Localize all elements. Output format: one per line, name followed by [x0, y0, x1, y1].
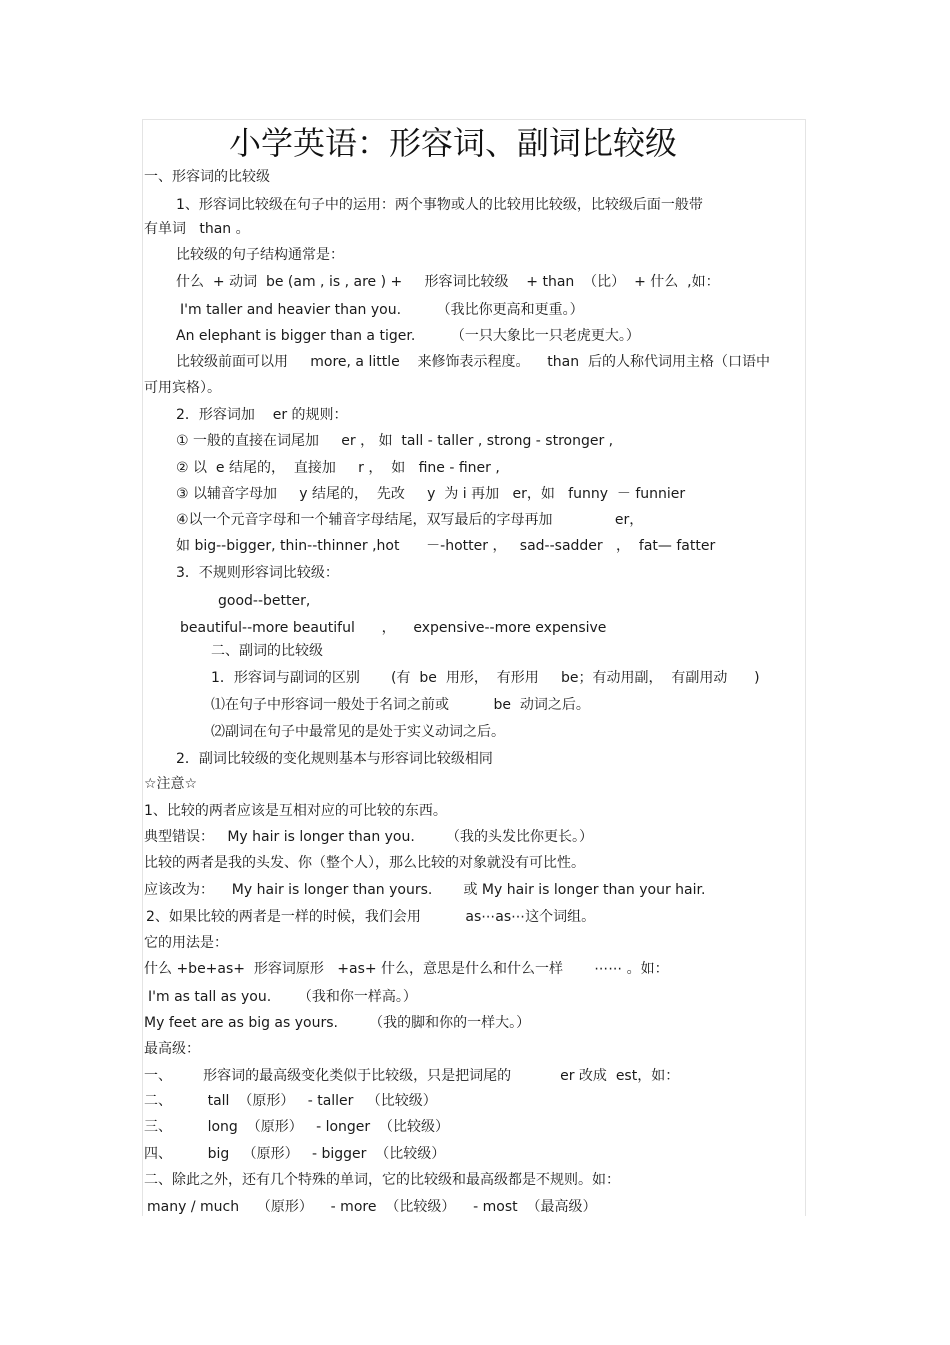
text-line: 1、比较的两者应该是互相对应的可比较的东西。	[144, 803, 447, 819]
text-line: 2．形容词加 er 的规则：	[176, 407, 348, 423]
text-line: ③ 以辅音字母加 y 结尾的， 先改 y 为 i 再加 er，如 funny － funnier	[176, 486, 686, 502]
text-line: 可用宾格）。	[144, 380, 221, 396]
text-line: ② 以 e 结尾的， 直接加 r ， 如 fine - finer ,	[176, 460, 500, 476]
text-line: 什么 + 动词 be (am , is , are ) + 形容词比较级 + than （比） + 什么 ,如：	[176, 274, 720, 290]
text-line: 比较的两者是我的头发、你（整个人），那么比较的对象就没有可比性。	[144, 855, 585, 871]
text-line: 如 big--bigger, thin--thinner ,hot －-hotter ， sad--sadder ， fat— fatter	[176, 538, 716, 554]
text-line: ④以一个元音字母和一个辅音字母结尾，双写最后的字母再加 er，	[176, 512, 644, 528]
text-line: 二、 tall （原形） - taller （比较级）	[144, 1093, 437, 1109]
text-line: 1．形容词与副词的区别 (有 be 用形， 有形用 be；有动用副， 有副用动 )	[211, 670, 760, 686]
text-line: 三、 long （原形） - longer （比较级）	[144, 1119, 450, 1135]
text-line: good--better,	[218, 593, 311, 609]
text-line: 四、 big （原形） - bigger （比较级）	[144, 1146, 446, 1162]
text-line: I'm taller and heavier than you. （我比你更高和更重。）	[180, 302, 584, 318]
text-line: 最高级：	[144, 1041, 200, 1057]
text-line: 一、形容词的比较级	[144, 169, 270, 185]
text-line: ☆注意☆	[144, 776, 198, 792]
text-line: ⑵副词在句子中最常见的是处于实义动词之后。	[211, 724, 505, 740]
text-line: 有单词 than 。	[144, 221, 250, 237]
text-line: I'm as tall as you. （我和你一样高。）	[148, 989, 417, 1005]
text-line: ① 一般的直接在词尾加 er ， 如 tall - taller , strong - stronger ,	[176, 433, 614, 449]
text-line: 典型错误： My hair is longer than you. （我的头发比你更长。）	[144, 829, 593, 845]
text-line: 比较级前面可以用 more, a little 来修饰表示程度。 than 后的人称代词用主格（口语中	[176, 354, 771, 370]
text-line: many / much （原形） - more （比较级） - most （最高级）	[147, 1199, 597, 1215]
page-title: 小学英语：形容词、副词比较级	[228, 124, 677, 162]
text-line: My feet are as big as yours. （我的脚和你的一样大。）	[144, 1015, 531, 1031]
text-line: 2．副词比较级的变化规则基本与形容词比较级相同	[176, 751, 493, 767]
text-line: ⑴在句子中形容词一般处于名词之前或 be 动词之后。	[211, 697, 590, 713]
text-line: An elephant is bigger than a tiger. （一只大象比一只老虎更大。）	[176, 328, 640, 344]
text-line: 它的用法是：	[144, 935, 228, 951]
text-line: 一、 形容词的最高级变化类似于比较级，只是把词尾的 er 改成 est，如：	[144, 1068, 680, 1084]
text-line: 什么 +be+as+ 形容词原形 +as+ 什么，意思是什么和什么一样 ⋯⋯ 。如：	[144, 961, 669, 977]
text-line: 二、除此之外，还有几个特殊的单词，它的比较级和最高级都是不规则。如：	[144, 1172, 620, 1188]
text-line: beautiful--more beautiful ， expensive--more expensive	[180, 620, 607, 636]
text-line: 比较级的句子结构通常是：	[176, 247, 344, 263]
text-line: 1、形容词比较级在句子中的运用：两个事物或人的比较用比较级，比较级后面一般带	[176, 197, 703, 213]
text-line: 2、如果比较的两者是一样的时候，我们会用 as⋯as⋯这个词组。	[146, 909, 596, 925]
text-line: 应该改为： My hair is longer than yours. 或 My hair is longer than your hair.	[144, 882, 706, 898]
text-line: 3．不规则形容词比较级：	[176, 565, 339, 581]
text-line: 二、副词的比较级	[211, 643, 323, 659]
